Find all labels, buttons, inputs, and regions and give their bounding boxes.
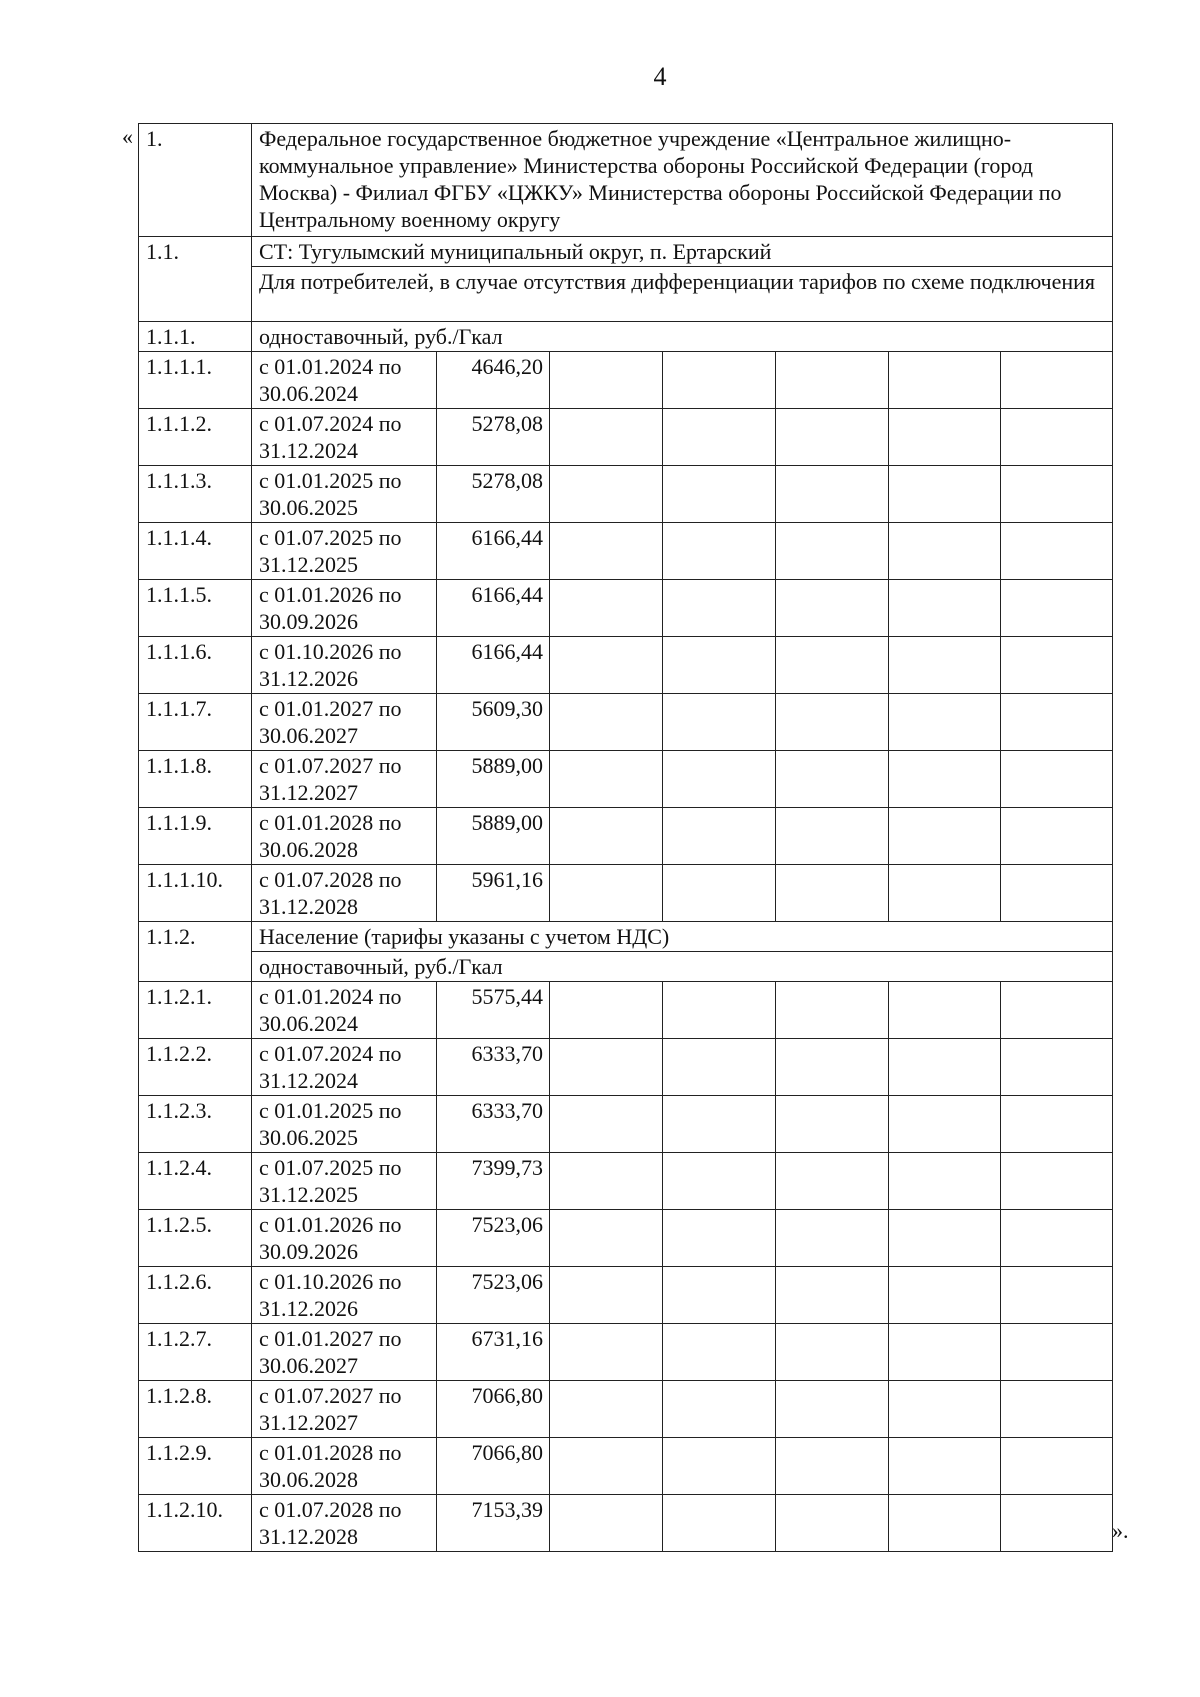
empty-cell — [550, 1324, 663, 1381]
section-row — [139, 124, 1113, 237]
empty-cell — [776, 1324, 889, 1381]
tariff-row-period: с 01.01.2028 по 30.06.2028 — [252, 808, 437, 865]
tariff-row — [139, 751, 1113, 808]
tariff-row — [139, 1210, 1113, 1267]
empty-cell — [776, 1153, 889, 1210]
tariff-row — [139, 1096, 1113, 1153]
empty-cell — [550, 808, 663, 865]
empty-cell — [889, 694, 1001, 751]
empty-cell — [889, 580, 1001, 637]
tariff-row — [139, 1153, 1113, 1210]
tariff-row-value: 5575,44 — [437, 982, 550, 1039]
empty-cell — [663, 1438, 776, 1495]
tariff-table — [138, 123, 1113, 1552]
empty-cell — [550, 982, 663, 1039]
tariff-row-period: с 01.01.2027 по 30.06.2027 — [252, 694, 437, 751]
empty-cell — [550, 1495, 663, 1552]
empty-cell — [889, 1324, 1001, 1381]
tariff-row-number: 1.1.1.10. — [139, 865, 252, 922]
tariff-row-period: с 01.07.2025 по 31.12.2025 — [252, 523, 437, 580]
empty-cell — [1001, 637, 1113, 694]
empty-cell — [550, 523, 663, 580]
empty-cell — [550, 865, 663, 922]
tariff-row-number: 1.1.1.9. — [139, 808, 252, 865]
empty-cell — [550, 694, 663, 751]
tariff-row-period: с 01.01.2027 по 30.06.2027 — [252, 1324, 437, 1381]
tariff-row-value: 7399,73 — [437, 1153, 550, 1210]
empty-cell — [550, 409, 663, 466]
empty-cell — [1001, 1039, 1113, 1096]
tariff-row-value: 7066,80 — [437, 1381, 550, 1438]
tariff-row — [139, 808, 1113, 865]
tariff-row-value: 5961,16 — [437, 865, 550, 922]
empty-cell — [663, 694, 776, 751]
tariff-row-value: 6166,44 — [437, 523, 550, 580]
tariff-row-number: 1.1.1.5. — [139, 580, 252, 637]
empty-cell — [550, 1039, 663, 1096]
empty-cell — [663, 1381, 776, 1438]
empty-cell — [776, 523, 889, 580]
tariff-row-number: 1.1.2.9. — [139, 1438, 252, 1495]
tariff-row-number: 1.1.1.8. — [139, 751, 252, 808]
tariff-row-number: 1.1.2.4. — [139, 1153, 252, 1210]
empty-cell — [889, 751, 1001, 808]
tariff-row — [139, 1438, 1113, 1495]
group-2-rate-row — [139, 952, 1113, 982]
empty-cell — [550, 1381, 663, 1438]
empty-cell — [663, 523, 776, 580]
empty-cell — [663, 637, 776, 694]
tariff-row-period: с 01.07.2027 по 31.12.2027 — [252, 751, 437, 808]
consumers-note-row — [139, 267, 1113, 322]
tariff-row — [139, 694, 1113, 751]
tariff-row-number: 1.1.2.6. — [139, 1267, 252, 1324]
organization-name: Федеральное государственное бюджетное учреждение «Центральное жилищно-коммунальное управление» Министерства обороны Российской Федерации (город Москва) - Филиал ФГБУ «ЦЖКУ» Министерства обороны Российской Федерации по Центральному военному округу — [252, 124, 1113, 237]
empty-cell — [1001, 1438, 1113, 1495]
empty-cell — [776, 1267, 889, 1324]
empty-cell — [1001, 466, 1113, 523]
empty-cell — [1001, 808, 1113, 865]
empty-cell — [1001, 1495, 1113, 1552]
tariff-row-number: 1.1.1.6. — [139, 637, 252, 694]
tariff-row — [139, 1381, 1113, 1438]
empty-cell — [663, 409, 776, 466]
empty-cell — [889, 865, 1001, 922]
tariff-row-value: 6166,44 — [437, 580, 550, 637]
tariff-row-value: 6166,44 — [437, 637, 550, 694]
empty-cell — [776, 352, 889, 409]
empty-cell — [889, 1096, 1001, 1153]
empty-cell — [1001, 694, 1113, 751]
empty-cell — [776, 466, 889, 523]
tariff-row-period: с 01.07.2024 по 31.12.2024 — [252, 1039, 437, 1096]
tariff-row — [139, 352, 1113, 409]
empty-cell — [1001, 751, 1113, 808]
empty-cell — [663, 982, 776, 1039]
empty-cell — [776, 637, 889, 694]
empty-cell — [889, 1153, 1001, 1210]
consumers-note: Для потребителей, в случае отсутствия дифференциации тарифов по схеме подключения — [252, 267, 1113, 322]
empty-cell — [1001, 523, 1113, 580]
group-1-number: 1.1.1. — [139, 322, 252, 352]
tariff-row — [139, 409, 1113, 466]
tariff-row-number: 1.1.1.3. — [139, 466, 252, 523]
empty-cell — [776, 1039, 889, 1096]
empty-cell — [776, 865, 889, 922]
empty-cell — [1001, 1096, 1113, 1153]
subsection-number: 1.1. — [139, 237, 252, 322]
empty-cell — [776, 1381, 889, 1438]
empty-cell — [776, 580, 889, 637]
tariff-row — [139, 580, 1113, 637]
tariff-row-period: с 01.01.2025 по 30.06.2025 — [252, 1096, 437, 1153]
group-2-title: Население (тарифы указаны с учетом НДС) — [252, 922, 1113, 952]
empty-cell — [550, 1267, 663, 1324]
empty-cell — [663, 1210, 776, 1267]
tariff-row-value: 5889,00 — [437, 751, 550, 808]
empty-cell — [1001, 352, 1113, 409]
tariff-row-value: 6731,16 — [437, 1324, 550, 1381]
tariff-row-number: 1.1.1.2. — [139, 409, 252, 466]
empty-cell — [663, 466, 776, 523]
empty-cell — [889, 1210, 1001, 1267]
tariff-row-number: 1.1.2.8. — [139, 1381, 252, 1438]
tariff-row-number: 1.1.1.7. — [139, 694, 252, 751]
tariff-row — [139, 1324, 1113, 1381]
tariff-row-value: 5609,30 — [437, 694, 550, 751]
empty-cell — [889, 1039, 1001, 1096]
empty-cell — [663, 1039, 776, 1096]
empty-cell — [663, 1153, 776, 1210]
empty-cell — [663, 1495, 776, 1552]
tariff-row — [139, 466, 1113, 523]
empty-cell — [889, 1381, 1001, 1438]
empty-cell — [1001, 409, 1113, 466]
tariff-row-period: с 01.07.2024 по 31.12.2024 — [252, 409, 437, 466]
page-number: 4 — [653, 62, 667, 91]
tariff-row-period: с 01.01.2028 по 30.06.2028 — [252, 1438, 437, 1495]
tariff-row-number: 1.1.2.3. — [139, 1096, 252, 1153]
empty-cell — [776, 808, 889, 865]
tariff-row-value: 6333,70 — [437, 1039, 550, 1096]
tariff-row-value: 6333,70 — [437, 1096, 550, 1153]
group-2-number: 1.1.2. — [139, 922, 252, 982]
tariff-row-number: 1.1.2.7. — [139, 1324, 252, 1381]
empty-cell — [663, 1324, 776, 1381]
tariff-row-number: 1.1.2.2. — [139, 1039, 252, 1096]
tariff-row-period: с 01.07.2028 по 31.12.2028 — [252, 865, 437, 922]
empty-cell — [889, 808, 1001, 865]
empty-cell — [550, 352, 663, 409]
tariff-row-period: с 01.01.2025 по 30.06.2025 — [252, 466, 437, 523]
tariff-row — [139, 523, 1113, 580]
empty-cell — [1001, 1210, 1113, 1267]
empty-cell — [889, 466, 1001, 523]
tariff-row-period: с 01.01.2026 по 30.09.2026 — [252, 1210, 437, 1267]
subsection-row — [139, 237, 1113, 267]
tariff-row-value: 4646,20 — [437, 352, 550, 409]
empty-cell — [550, 751, 663, 808]
empty-cell — [889, 1267, 1001, 1324]
empty-cell — [776, 1096, 889, 1153]
tariff-row-value: 7066,80 — [437, 1438, 550, 1495]
group-1-row — [139, 322, 1113, 352]
tariff-row-period: с 01.01.2024 по 30.06.2024 — [252, 352, 437, 409]
empty-cell — [1001, 1324, 1113, 1381]
empty-cell — [776, 409, 889, 466]
group-2-row — [139, 922, 1113, 952]
group-2-rate-type: одноставочный, руб./Гкал — [252, 952, 1113, 982]
empty-cell — [663, 865, 776, 922]
tariff-row-value: 7523,06 — [437, 1210, 550, 1267]
tariff-row-period: с 01.07.2027 по 31.12.2027 — [252, 1381, 437, 1438]
tariff-row-number: 1.1.1.4. — [139, 523, 252, 580]
empty-cell — [776, 1210, 889, 1267]
empty-cell — [1001, 865, 1113, 922]
empty-cell — [889, 409, 1001, 466]
empty-cell — [663, 580, 776, 637]
tariff-row — [139, 1495, 1113, 1552]
empty-cell — [1001, 1153, 1113, 1210]
empty-cell — [776, 694, 889, 751]
tariff-row-value: 7523,06 — [437, 1267, 550, 1324]
tariff-row-value: 7153,39 — [437, 1495, 550, 1552]
empty-cell — [1001, 1381, 1113, 1438]
opening-quote: « — [122, 124, 133, 149]
empty-cell — [889, 982, 1001, 1039]
empty-cell — [889, 637, 1001, 694]
empty-cell — [776, 1438, 889, 1495]
empty-cell — [550, 637, 663, 694]
empty-cell — [1001, 580, 1113, 637]
tariff-row-value: 5278,08 — [437, 409, 550, 466]
tariff-row — [139, 1039, 1113, 1096]
tariff-row-period: с 01.07.2025 по 31.12.2025 — [252, 1153, 437, 1210]
tariff-row-number: 1.1.2.5. — [139, 1210, 252, 1267]
empty-cell — [550, 1153, 663, 1210]
tariff-row-number: 1.1.2.10. — [139, 1495, 252, 1552]
empty-cell — [776, 751, 889, 808]
tariff-row — [139, 982, 1113, 1039]
empty-cell — [663, 751, 776, 808]
empty-cell — [550, 1096, 663, 1153]
empty-cell — [550, 1210, 663, 1267]
tariff-row-number: 1.1.2.1. — [139, 982, 252, 1039]
tariff-row-period: с 01.07.2028 по 31.12.2028 — [252, 1495, 437, 1552]
tariff-row-value: 5278,08 — [437, 466, 550, 523]
empty-cell — [663, 1267, 776, 1324]
tariff-row-value: 5889,00 — [437, 808, 550, 865]
tariff-row-period: с 01.10.2026 по 31.12.2026 — [252, 637, 437, 694]
empty-cell — [550, 580, 663, 637]
empty-cell — [889, 352, 1001, 409]
empty-cell — [889, 523, 1001, 580]
empty-cell — [889, 1438, 1001, 1495]
tariff-row-period: с 01.01.2026 по 30.09.2026 — [252, 580, 437, 637]
empty-cell — [1001, 1267, 1113, 1324]
empty-cell — [550, 1438, 663, 1495]
group-1-rate-type: одноставочный, руб./Гкал — [252, 322, 1113, 352]
empty-cell — [776, 1495, 889, 1552]
tariff-row — [139, 1267, 1113, 1324]
heat-system-name: СТ: Тугулымский муниципальный округ, п. Ертарский — [252, 237, 1113, 267]
tariff-row — [139, 637, 1113, 694]
tariff-row-period: с 01.10.2026 по 31.12.2026 — [252, 1267, 437, 1324]
tariff-row-period: с 01.01.2024 по 30.06.2024 — [252, 982, 437, 1039]
empty-cell — [550, 466, 663, 523]
section-number: 1. — [139, 124, 252, 237]
empty-cell — [1001, 982, 1113, 1039]
tariff-row — [139, 865, 1113, 922]
empty-cell — [663, 1096, 776, 1153]
empty-cell — [889, 1495, 1001, 1552]
tariff-row-number: 1.1.1.1. — [139, 352, 252, 409]
empty-cell — [663, 352, 776, 409]
empty-cell — [663, 808, 776, 865]
empty-cell — [776, 982, 889, 1039]
closing-quote: ». — [1112, 1518, 1129, 1543]
